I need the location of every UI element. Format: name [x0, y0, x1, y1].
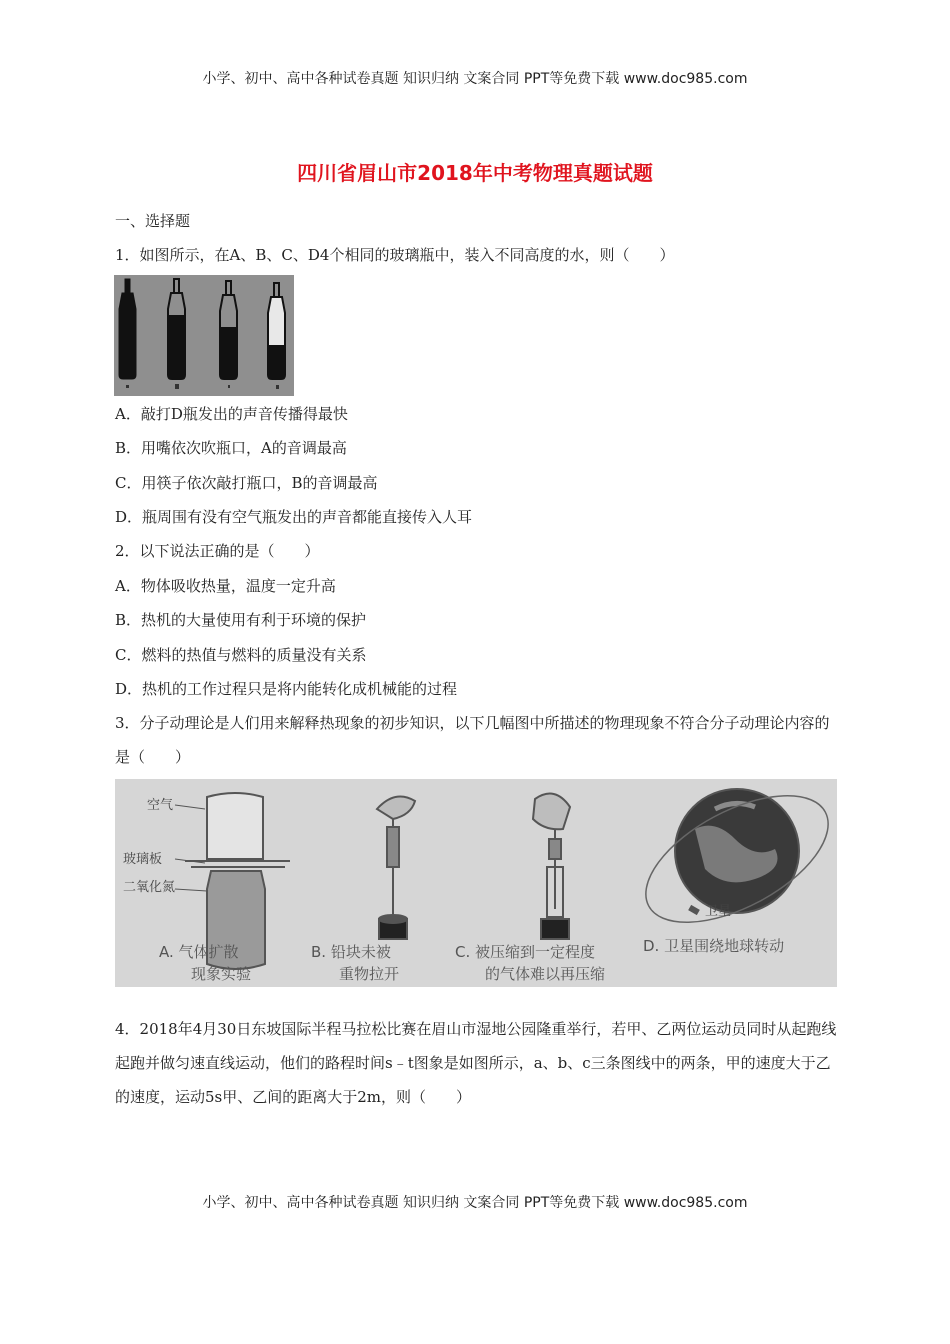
caption-c-line1: C. 被压缩到一定程度 — [455, 943, 596, 961]
label-glass-plate: 玻璃板 — [123, 852, 163, 867]
bottles-image — [114, 275, 294, 396]
bottle-d — [268, 283, 285, 379]
question-1-option-a: A．敲打D瓶发出的声音传播得最快 — [115, 405, 348, 423]
caption-b-line2: 重物拉开 — [339, 965, 400, 983]
page-title: 四川省眉山市2018年中考物理真题试题 — [297, 161, 653, 185]
label-air: 空气 — [147, 798, 174, 813]
bottle-c — [220, 281, 237, 379]
question-1-option-b: B．用嘴依次吹瓶口，A的音调最高 — [115, 439, 347, 457]
section-heading: 一、选择题 — [115, 212, 191, 230]
question-2-option-d: D．热机的工作过程只是将内能转化成机械能的过程 — [115, 680, 458, 698]
label-no2: 二氧化氮 — [123, 880, 176, 895]
question-2-option-c: C．燃料的热值与燃料的质量没有关系 — [115, 646, 367, 664]
question-3-figure — [115, 779, 837, 987]
question-4-stem: 4．2018年4月30日东坡国际半程马拉松比赛在眉山市湿地公园隆重举行，若甲、乙两位运动员同时从起跑线起跑并做匀速直线运动，他们的路程时间s﹣t图象是如图所示，a、b、c三条图线中的两条，甲的速度大于乙的速度，运动5s甲、乙间的距离大于2m，则（ ） — [115, 1020, 837, 1106]
page-footer: 小学、初中、高中各种试卷真题 知识归纳 文案合同 PPT等免费下载 www.doc985.com — [202, 1195, 748, 1211]
question-2-stem: 2．以下说法正确的是（ ） — [115, 542, 320, 560]
caption-d: D. 卫星围绕地球转动 — [643, 937, 785, 955]
bottle-a — [119, 279, 136, 379]
question-1-option-d: D．瓶周围有没有空气瓶发出的声音都能直接传入人耳 — [115, 508, 473, 526]
label-satellite: 卫星 — [705, 904, 732, 919]
panel-b-lead-blocks — [377, 797, 415, 940]
caption-b-line1: B. 铅块未被 — [311, 943, 391, 961]
caption-c-line2: 的气体难以再压缩 — [485, 965, 606, 983]
question-2-option-a: A．物体吸收热量，温度一定升高 — [115, 577, 336, 595]
question-1-option-c: C．用筷子依次敲打瓶口，B的音调最高 — [115, 474, 378, 492]
caption-a-line2: 现象实验 — [191, 965, 252, 983]
panel-d-earth-satellite — [626, 779, 837, 948]
question-1-stem: 1．如图所示，在A、B、C、D4个相同的玻璃瓶中，装入不同高度的水，则（ ） — [115, 246, 675, 264]
page-header: 小学、初中、高中各种试卷真题 知识归纳 文案合同 PPT等免费下载 www.doc985.com — [202, 71, 748, 87]
question-1-bottles-figure — [114, 275, 294, 396]
question-2-option-b: B．热机的大量使用有利于环境的保护 — [115, 611, 367, 629]
panel-c-compressed-gas — [533, 794, 570, 939]
caption-a-line1: A. 气体扩散 — [159, 943, 239, 961]
bottle-b — [168, 279, 185, 379]
question-3-stem: 3．分子动理论是人们用来解释热现象的初步知识，以下几幅图中所描述的物理现象不符合分子动理论内容的是（ ） — [115, 714, 830, 766]
molecular-theory-image — [115, 779, 837, 987]
bottle-labels-marks — [126, 384, 279, 389]
